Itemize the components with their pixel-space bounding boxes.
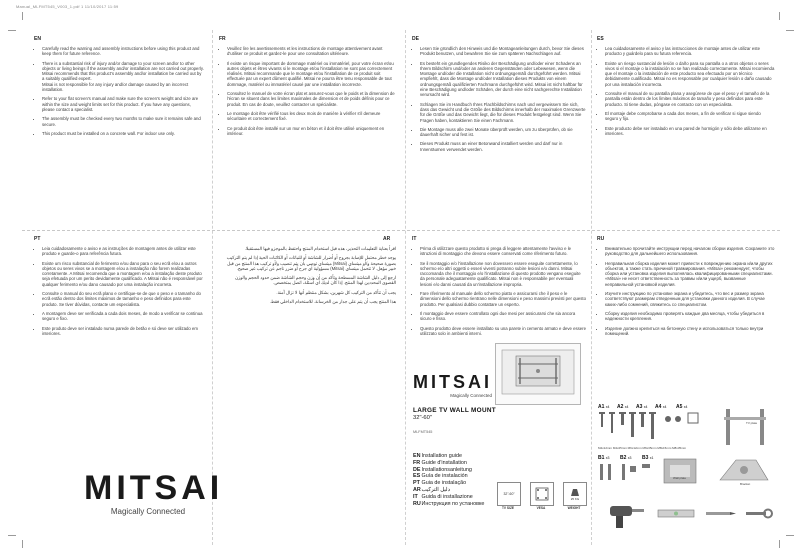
- vesa-icon: [534, 486, 550, 502]
- drill-icon: [610, 506, 644, 528]
- file-info-line: Manual_MLFMT545_V003_1.pdf 1 11/10/2017 11:59: [16, 4, 119, 9]
- text-item: ارجع إلى دليل الشاشة المسطحة وتأكد من أن وزن وحجم الشاشة ضمن حدود الحجم والوزن القصوى المحددين لهذا المنتج. إذا كان لديك أي أسئلة، اتصل بمتخصص.: [234, 275, 396, 286]
- text-item: • Es besteht ein grundlegendes Risiko der Beschädigung und/oder einer Schadens an Ihrem Bildschirm und/oder an anderen Gegenständen oder Lebewesen, wenn die Montage und/oder die Installation nicht ordnungsgemäß durchgeführt werden. Mitsai empfiehlt, dass die Montage und/oder Installation dieses Produkts von einem ordnungsgemäß qualifizierten Fachmann durchgeführt wird. Mitsai ist nicht haftbar für eine Beschädigung und/oder Schäden, der durch eine nicht sachgerechte Installation verursacht wird.: [420, 61, 586, 98]
- guide-item-it: IT Guida di installazione: [413, 493, 473, 500]
- section-fr: [221, 46, 397, 140]
- part-a5: A5 x4: [676, 404, 688, 410]
- section-es: [599, 46, 775, 140]
- text-item: • El montaje debe comprobarse a cada dos meses, a fin de verificar si sigue siendo seguro y fijo.: [605, 111, 775, 122]
- text-item: • Leia cuidadosamente o aviso e as instruções de montagem antes de utilizar este produto e guarde-o para referência futura.: [42, 246, 206, 257]
- brand-tagline: Magically Connected: [110, 507, 186, 516]
- text-item: هذا المنتج يجب أن يتم على جدار من الخرسانة. للاستخدام الداخلي فقط.: [269, 299, 396, 305]
- product-code: MLFMT545: [413, 430, 433, 434]
- fold-line: [22, 230, 780, 231]
- guide-item-de: DE Installationsanleitung: [413, 466, 472, 473]
- lang-code-de: DE: [412, 36, 419, 42]
- brand-logo-small: [413, 373, 492, 398]
- bracket-label: Bracket: [740, 482, 751, 486]
- text-item: • This product must be installed on a concrete wall. For indoor use only.: [42, 131, 204, 136]
- text-item: اقرأ بعناية التعليمات التحذير، هذه قبل استخدام المنتج واحتفظ بالموجزو فيها المستقبلا.: [244, 246, 396, 251]
- part-b3: B3 x1: [642, 455, 654, 461]
- text-item: • Fare riferimento al manuale dello schermo piatto e assicurarsi che il peso e le dimensioni dello schermo rientrano nelle dimensioni e peso massimi previsti per questo prodotto. Per qualsiasi dubbio contattare un esperto.: [420, 291, 586, 307]
- text-item: • Questo prodotto deve essere installato su una parete in cemento armato e deve essere utilizzato solo in ambienti interni.: [420, 326, 586, 337]
- part-a4: A4 x4: [655, 404, 667, 410]
- text-item: • Este produto deve ser instalado numa parede de betão e só deve ser utilizado em interiores.: [42, 326, 206, 337]
- guide-item-pt: PT Guia de instalação: [413, 480, 467, 487]
- tools-row: [606, 498, 776, 532]
- text-item: • Le montage doit être vérifié tous les deux mois de manière à vérifier s'il demeure sécuritaire et correctement fixé.: [227, 111, 397, 122]
- tv-size-spec: [497, 482, 521, 506]
- text-item: • Prima di utilizzare questo prodotto si prega di leggere attentamente l'avviso e le istruzioni di montaggio che devono essere conservati come riferimento futuro.: [420, 246, 586, 257]
- lang-code-it: IT: [412, 236, 417, 242]
- text-item: • A montagem deve ser verificada a cada dois meses, de modo a verificar se continua seguro e fixo.: [42, 311, 206, 322]
- panel-divider: [405, 30, 406, 545]
- vesa-label: VESA: [536, 506, 546, 510]
- crop-mark: [22, 540, 23, 548]
- part-a1: A1 x4: [598, 404, 610, 410]
- text-item: • Внимательно прочитайте инструкции перед началом сборки изделия. Сохраните это руководство для дальнейшего использования.: [605, 246, 775, 257]
- guide-item-ar: AR دليل التركيب: [413, 486, 450, 493]
- text-item: • Refer to your flat screen's manual and make sure the screen's weight and size are within the size and weight limits set for this product. If you have any questions, please contact a specialist.: [42, 96, 204, 112]
- tv-size-label: TV SIZE: [501, 506, 515, 510]
- text-item: يوجد خطر محتمل للإصابة بجروح أو أضرار للشاشة أو للنباتات أو الكائنات الحية إذا لم يتم التركيب بصورة صحيحة و/أو ميتساي (Mitsai) ميتساي توصي بأن يتم تنصيب و/أو تركيب هذا المنتج من قبل خبير مؤهل. لا تتحمل ميتساي (Mitsai) مسؤولية أي جرح أو ضرر ناجم عن تركيب غير صحيح.: [226, 255, 396, 271]
- lang-code-fr: FR: [219, 36, 226, 42]
- text-item: • Il montaggio deve essere controllato ogni due mesi per assicurarsi che sia ancora sicuro e fisso.: [420, 311, 586, 322]
- crop-mark: [779, 540, 780, 548]
- guide-language-list: [413, 453, 484, 507]
- text-item: • Die Montage muss alle zwei Monate überprüft werden, um zu überprüfen, ob sie dauerhaft sicher und fest ist.: [420, 127, 586, 138]
- lang-code-ru: RU: [597, 236, 605, 242]
- text-item: • Existe um risco substancial de ferimento e/ou dano para o seu ecrã e/ou a outros objetos ou seres vivos se a montagem e/ou a instalação não forem realizadas corretamente. A Mitsai recomenda que a montagem e/ou a instalação deste produto seja efetuada por um perito devidamente qualificado. A Mitsai não é responsável por qualquer ferimento e/ou dano causado por uma instalação incorreta.: [42, 261, 206, 287]
- wall-plate-drawing: [662, 455, 702, 489]
- crop-mark: [8, 535, 16, 536]
- lang-code-pt: PT: [34, 236, 41, 242]
- text-item: • Lea cuidadosamente el aviso y las instrucciones de montaje antes de utilizar este producto y guárdelo para su futura referencia.: [605, 46, 775, 57]
- mount-drawing: [496, 344, 580, 404]
- text-item: • Carefully read the warning and assembly instructions before using this product and keep them for future reference.: [42, 46, 204, 57]
- level-icon: [658, 510, 694, 517]
- text-item: • Veuillez lire les avertissements et les instructions de montage attentivement avant d'utiliser ce produit et gardez-le pour une consultation ultérieure.: [227, 46, 397, 57]
- weight-icon: [569, 487, 581, 497]
- lang-code-es: ES: [597, 36, 604, 42]
- brand-name: MITSAI: [84, 469, 224, 507]
- section-de: [414, 46, 586, 156]
- brand-tagline: Magically Connected: [450, 393, 492, 398]
- crop-mark: [786, 535, 794, 536]
- weight-value: 25 KG: [570, 497, 580, 501]
- wall-plate-label: Wall plate: [673, 476, 687, 480]
- section-it: [414, 246, 586, 340]
- text-item: • Dieses Produkt muss an einer Betonwand installiert werden und darf nur in Innenräumen verwendet werden.: [420, 141, 586, 152]
- text-item: • Ce produit doit être installé sur un mur en béton et il doit être utilisé uniquement en intérieur.: [227, 126, 397, 137]
- text-item: • The assembly must be checked every two months to make sure it remains safe and secure.: [42, 116, 204, 127]
- text-item: • Schlagen Sie im Handbuch Ihres Flachbildschirms nach und vergewissern Sie sich, dass das Gewicht und die Größe des Bildschirms innerhalb der maximalen Grenzwerte für die Größe und das Gewicht liegt, die für dieses Produkt festgelegt sind. Wenn Sie Fragen haben, kontaktieren Sie einen Fachmann.: [420, 102, 586, 123]
- screw-sizes: M4x12mm M4x25mm M6x12mm M6x35mm M8x15mm M8x35mm: [598, 446, 687, 450]
- section-ar: [220, 246, 396, 308]
- vesa-spec: [530, 482, 554, 506]
- tv-mount-illustration: [495, 343, 581, 405]
- text-item: • Se il montaggio e/o l'installazione non dovessero essere eseguite correttamente, lo schermo e/o altri oggetti o esseri viventi potranno subire lesioni e/o danni. Mitsai raccomanda che il montaggio e/o l'installazione di questo prodotto vengano eseguite da personale adeguatamente qualificato. Mitsai non è responsabile per eventuali lesioni e/o danni causati da un'installazione impropria.: [420, 261, 586, 287]
- product-title: LARGE TV WALL MOUNT: [413, 407, 496, 414]
- guide-item-ru: RU Инструкция по установке: [413, 500, 485, 507]
- text-item: • Consultez le manuel de votre écran plat et assurez-vous que le poids et la dimension de l'écran se situent dans les limites maximales de dimension et de poids définis pour ce produit. En cas de doute, veuillez contacter un spécialiste.: [227, 91, 397, 107]
- text-item: • There is a substantial risk of injury and/or damage to your screen and/or to other objects or living beings if the assembly and/or installation are not carried out properly. Mitsai recommends that this product's assembly and/or installation be carried out by a suitably qualified expert. Mitsai is not responsible for any injury and/or damage caused by an incorrect installation.: [42, 61, 204, 93]
- product-size-range: 32"-60": [413, 415, 432, 421]
- section-pt: [36, 246, 206, 340]
- text-item: • Este producto debe ser instalado en una pared de hormigón y sólo debe utilizarse en interiores.: [605, 126, 775, 137]
- guide-item-fr: FR Guide d'installation: [413, 459, 467, 466]
- crop-mark: [779, 12, 780, 20]
- crop-mark: [786, 30, 794, 31]
- text-item: يجب أن تتأكد من التركيب كل شهرين، بشكل منتظم أنها لا تزال آمنة.: [276, 289, 396, 295]
- text-item: • Изделие должно крепиться на бетонную стену и использоваться только внутри помещений.: [605, 326, 775, 337]
- weight-label: WEIGHT: [567, 506, 581, 510]
- tv-plate-label: TV plate: [746, 421, 758, 425]
- text-item: • Consulte o manual do seu ecrã plano e certifique-se de que o peso e o tamanho do ecrã estão dentro dos limites máximos de tamanho e peso definidos para este produto. Se tiver dúvidas, contacte um especialista.: [42, 291, 206, 307]
- crop-mark: [8, 30, 16, 31]
- text-item: • Il existe un risque important de dommage matériel ou immatériel, pour votre écran et/ou autres objets et êtres vivants si le montage et/ou l'installation ne sont pas correctement réalisés. Mitsai recommande que le montage et/ou l'installation de ce produit soit effectuée par un expert dûment qualifié. Mitsai ne pourra être tenu responsable de tout dommage, matériel ou immatériel causé par une installation incorrecte.: [227, 61, 397, 87]
- anchor-illustration: [598, 462, 654, 482]
- lang-code-en: EN: [34, 36, 41, 42]
- text-item: • Consulte el manual de su pantalla plana y asegúrese de que el peso y el tamaño de la pantalla están dentro de los límites máximos de tamaño y peso definidos para este producto. Si tiene dudas, póngase en contacto con un especialista.: [605, 91, 775, 107]
- part-a3: A3 x4: [636, 404, 648, 410]
- brand-name: MITSAI: [413, 372, 492, 392]
- part-b2: B2 x3: [620, 455, 632, 461]
- lang-code-ar: AR: [383, 236, 391, 242]
- guide-item-en: EN Installation guide: [413, 453, 462, 459]
- pencil-icon: [706, 512, 736, 515]
- screws-illustration: [598, 411, 718, 445]
- section-ru: [599, 246, 775, 340]
- text-item: • Неправильная сборка изделия может привести к повреждению экрана и/или других объектов, а также стать причиной травмирования. «Mitsai» рекомендует, чтобы сборка или установка изделия выполнялась квалифицированными специалистами. «Mitsai» не несет ответственность за травмы и/или ущерб, вызванные неправильной установкой изделия.: [605, 261, 775, 287]
- text-item: • Lesen Sie gründlich den Hinweis und die Montageanleitungen durch, bevor Sie dieses Produkt benutzen, und bewahren Sie sie zum späteren Nachschlagen auf.: [420, 46, 586, 57]
- crop-mark: [22, 12, 23, 20]
- guide-item-es: ES Guía de instalación: [413, 473, 468, 480]
- panel-divider: [212, 30, 213, 545]
- part-a2: A2 x4: [617, 404, 629, 410]
- weight-spec: [563, 482, 587, 506]
- text-item: • Сборку изделия необходимо проверять каждые два месяца, чтобы убедиться в надежности крепления.: [605, 311, 775, 322]
- brand-logo-large: [84, 469, 224, 516]
- tv-plate-drawing: [720, 405, 776, 449]
- section-en: [36, 46, 204, 140]
- panel-divider: [591, 30, 592, 545]
- part-b1: B1 x3: [598, 455, 610, 461]
- wrench-icon: [746, 510, 772, 518]
- text-item: • Изучите инструкцию по установке экрана и убедитесь, что вес и размер экрана соответствуют размерам отведенным для установки данного изделия. В случае каких-либо сомнений, свяжитесь со специалистом.: [605, 291, 775, 307]
- text-item: • Existe un riesgo sustancial de lesión o daño para su pantalla o a otros objetos o seres vivos si el montaje o la instalación no se han realizado correctamente. Mitsai recomienda que el montaje o la instalación de este producto sea efectuado por un técnico debidamente cualificado. Mitsai no es responsable por cualquier lesión o daño causado por una instalación incorrecta.: [605, 61, 775, 87]
- tv-size-spec-value: 32"-60": [503, 492, 515, 496]
